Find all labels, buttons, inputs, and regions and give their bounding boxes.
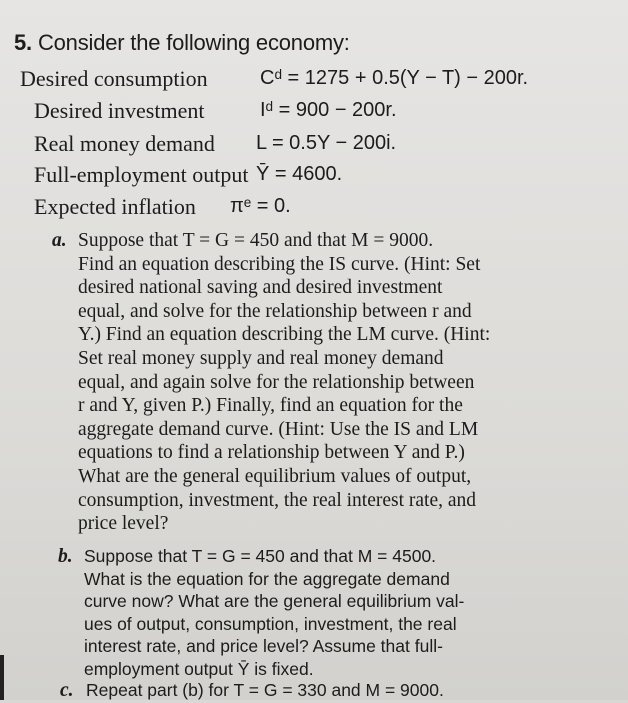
part-line: Y.) Find an equation describing the LM curve. (Hint: <box>78 324 491 346</box>
part-tag: c. <box>60 680 74 701</box>
question-heading <box>14 30 350 56</box>
equation-label: Desired consumption <box>20 66 208 91</box>
part-line: Repeat part (b) for T = G = 330 and M = 9000. <box>86 680 444 700</box>
equation-formula: Cᵈ = 1275 + 0.5(Y − T) − 200r. <box>260 67 529 89</box>
part-line: aggregate demand curve. (Hint: Use the IS and LM <box>78 418 479 440</box>
part-line: ues of output, consumption, investment, the real <box>84 613 457 634</box>
part-line: desired national saving and desired investment <box>78 277 443 299</box>
part-line: What is the equation for the aggregate demand <box>84 568 450 589</box>
equation-label: Real money demand <box>34 131 215 156</box>
equation-formula: πᵉ = 0. <box>230 195 291 217</box>
equation-label: Full-employment output <box>34 162 249 187</box>
part-line: r and Y, given P.) Finally, find an equation for the <box>78 395 463 417</box>
question-number: 5. <box>14 30 32 55</box>
equation-formula: Iᵈ = 900 − 200r. <box>260 99 397 121</box>
part-line: interest rate, and price level? Assume that full- <box>84 636 443 656</box>
equation-label: Expected inflation <box>34 194 196 219</box>
page-edge-shadow <box>0 655 4 700</box>
part-line: Suppose that T = G = 450 and that M = 4500. <box>84 546 437 566</box>
part-body <box>86 679 532 701</box>
question-prompt: Consider the following economy: <box>37 30 350 55</box>
equation-formula: L = 0.5Y − 200i. <box>256 132 397 154</box>
part-line: price level? <box>78 513 169 535</box>
part-a <box>52 229 524 536</box>
part-b <box>58 545 530 680</box>
part-line: Suppose that T = G = 450 and that M = 9000. <box>78 230 434 251</box>
part-line: Set real money supply and real money demand <box>78 347 444 369</box>
part-line: equal, and solve for the relationship between r and <box>78 300 472 322</box>
part-line: consumption, investment, the real interest rate, and <box>78 489 477 511</box>
part-line: employment output Ȳ is fixed. <box>84 658 314 679</box>
equation-label: Desired investment <box>34 98 205 123</box>
part-line: equations to find a relationship between Y and P.) <box>78 442 465 464</box>
part-c <box>60 679 532 701</box>
part-line: curve now? What are the general equilibrium val- <box>84 591 465 611</box>
part-tag: a. <box>52 230 67 251</box>
part-line: equal, and again solve for the relationship between <box>78 371 475 393</box>
part-tag: b. <box>58 546 73 567</box>
part-body <box>78 229 524 536</box>
part-line: What are the general equilibrium values of output, <box>78 465 472 487</box>
equation-formula: Ȳ = 4600. <box>256 163 343 185</box>
part-body <box>84 545 530 680</box>
part-line: Find an equation describing the IS curve. (Hint: Set <box>78 253 481 275</box>
